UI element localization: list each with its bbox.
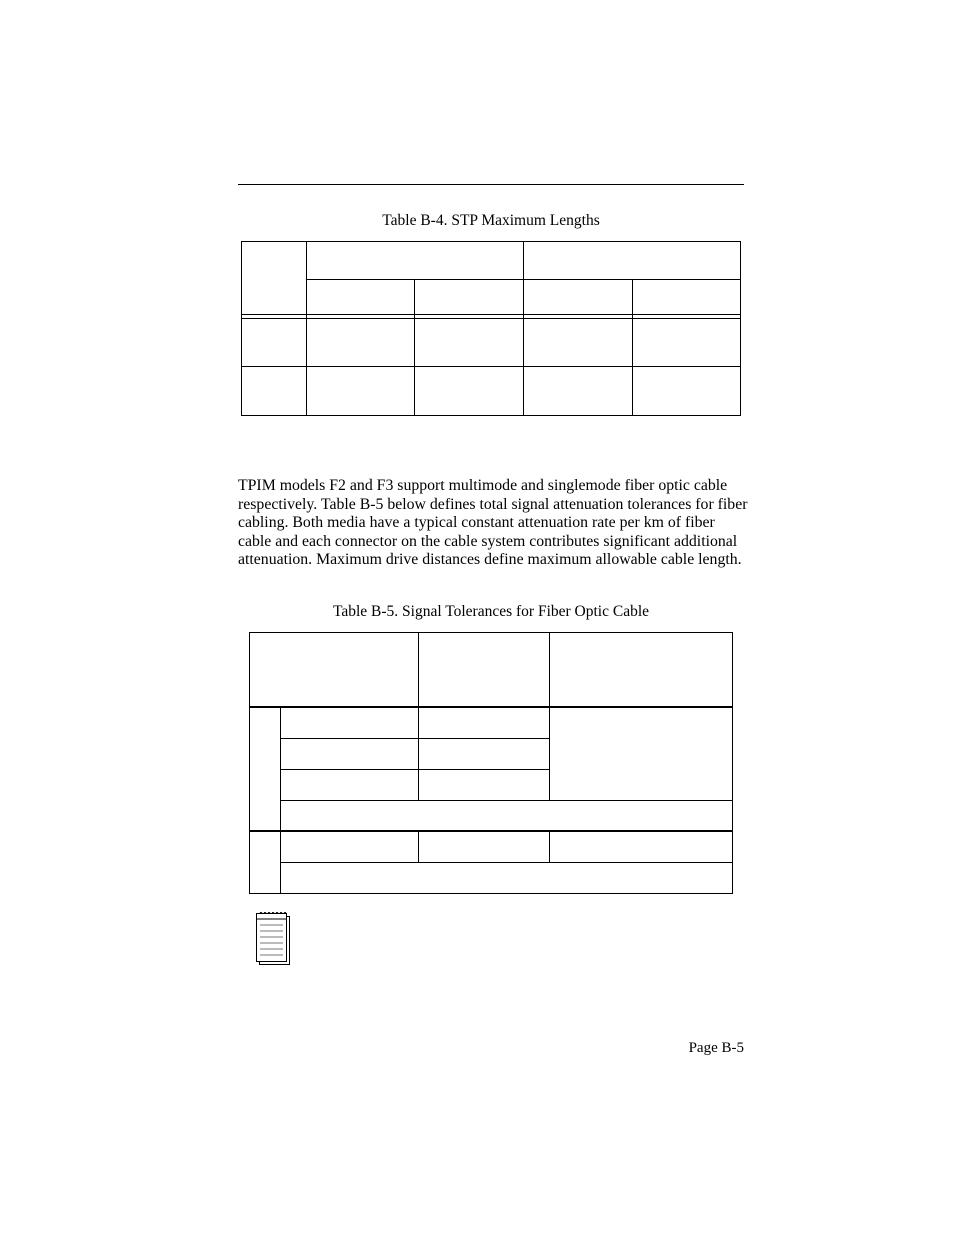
table-b5-group1-row-3 [280,800,733,801]
table-b5-border-right [732,632,733,894]
table-b4-border-left [241,241,242,416]
table-b4-border-right [740,241,741,416]
table-b4-header-rule-2 [241,318,741,319]
table-b4-header-rule-1 [241,314,741,315]
table-b4-row-divider [241,366,741,367]
note-icon [255,912,293,967]
table-b5-caption: Table B-5. Signal Tolerances for Fiber Optic Cable [332,603,650,620]
table-b4-col-divider-2 [414,279,415,416]
table-b5-group1-row-1 [280,738,550,739]
table-b4-col-divider-4 [632,279,633,416]
table-b5-group2-divider-2 [549,830,550,863]
table-b5-group2-row-1 [280,862,733,863]
table-b4-caption: Table B-4. STP Maximum Lengths [382,212,600,229]
table-b5-border-left [249,632,250,894]
table-b5-header-rule [249,706,733,708]
table-b4-col-divider-1 [306,241,307,416]
table-b5-group1-row-2 [280,769,550,770]
table-b4-border-top [241,241,741,242]
table-b5-group1-divider-1 [418,706,419,801]
page-number: Page B-5 [688,1040,744,1056]
table-b5-group1-divider-2 [549,706,550,801]
table-b5-group-rule [249,830,733,832]
table-b5-border-bottom [249,893,733,894]
fiber-cable-paragraph: TPIM models F2 and F3 support multimode and singlemode fiber optic cable respectively. Table B-5 below defines total signal attenuation tolerances for fiber cabling. Both media have a typical constant attenuation rate per km of fiber cable and each connector on the cable system contributes significant additional attenuation. Maximum drive distances define maximum allowable cable length. [238,477,748,569]
table-b5-header-divider-1 [418,632,419,708]
table-b5-border-top [249,632,733,633]
header-rule [238,184,744,185]
table-b4-border-bottom [241,415,741,416]
table-b5-group2-divider-1 [418,830,419,863]
table-b4-col-divider-3 [523,241,524,416]
table-b5-header-divider-2 [549,632,550,708]
